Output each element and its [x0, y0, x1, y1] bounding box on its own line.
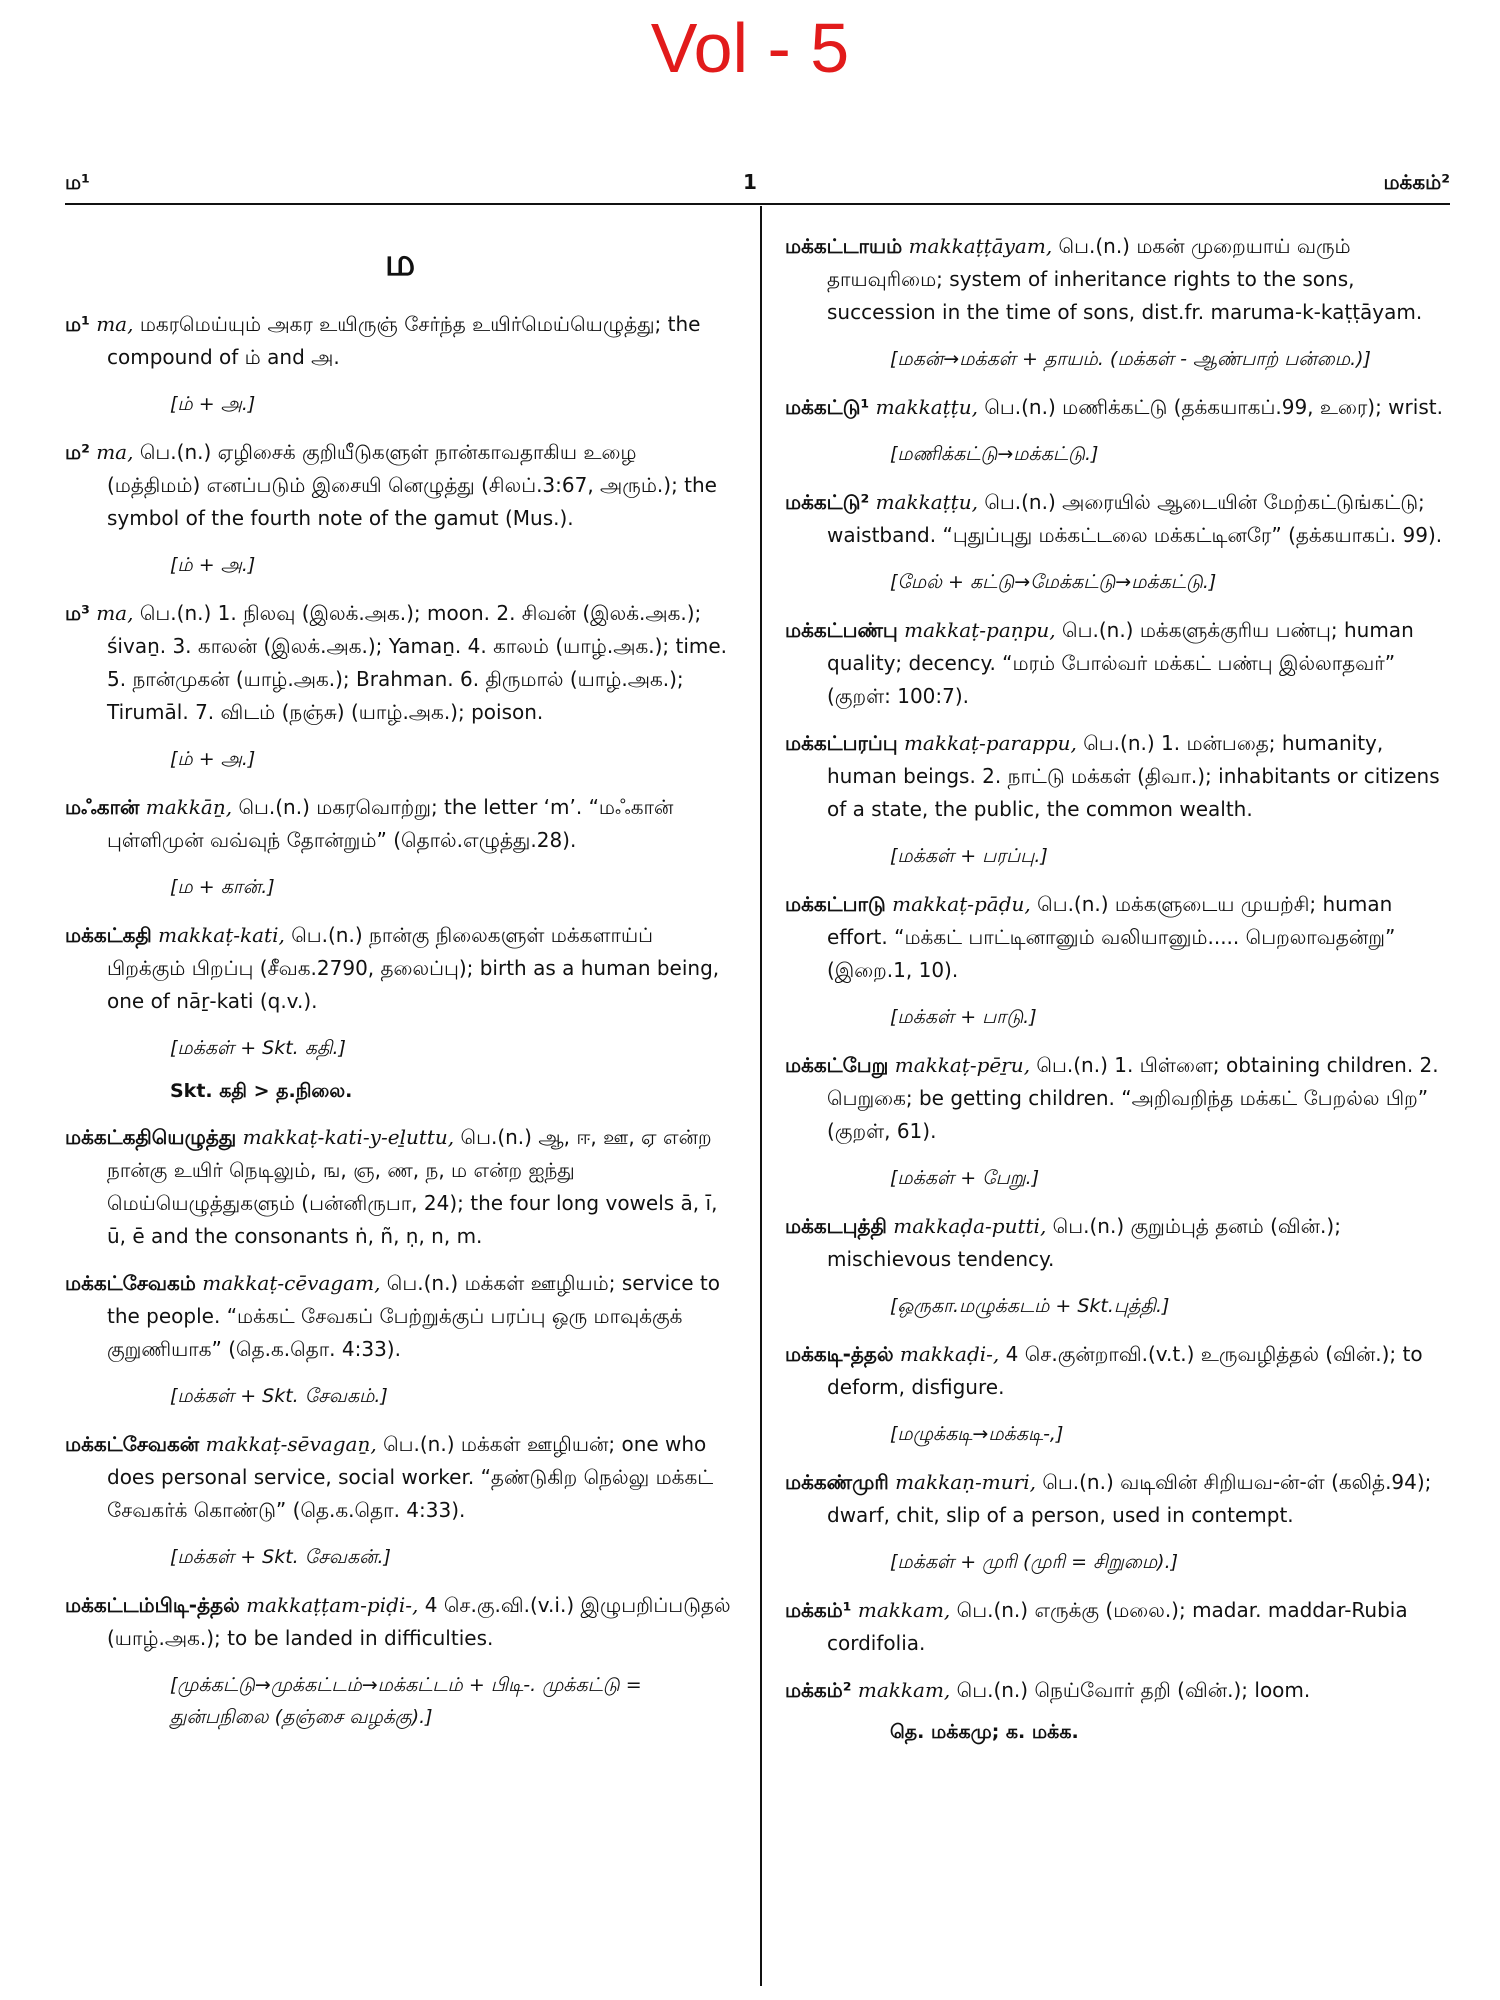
dictionary-entry	[785, 230, 1450, 329]
entry-etymology: [முக்கட்டு→முக்கட்டம்→மக்கட்டம் + பிடி-. முக்கட்டு = துன்பநிலை (தஞ்சை வழக்கு).]	[170, 1674, 642, 1728]
entry-headword: மக்கட்பேறு	[785, 1053, 889, 1077]
entry-definition: பெ.(n.) நான்கு நிலைகளுள் மக்களாய்ப் பிறக்கும் பிறப்பு (சீவக.2790, தலைப்பு); birth as a human being, one of nāṟ-kati (q.v.).	[107, 923, 720, 1013]
entry-definition: பெ.(n.) ஏழிசைக் குறியீடுகளுள் நான்காவதாகிய உழை (மத்திமம்) எனப்படும் இசையி னெழுத்து (சிலப்.3:67, அரும்.); the symbol of the fourth note of the gamut (Mus.).	[107, 440, 717, 530]
dictionary-entry	[785, 1594, 1450, 1660]
entry-headword: மக்கண்முரி	[785, 1470, 889, 1494]
entry-etymology: [மக்கள் + பாடு.]	[890, 1006, 1037, 1028]
entry-transliteration: makkaṭ-kati,	[158, 923, 285, 947]
entry-headword: மக்கட்டாயம்	[785, 234, 903, 258]
entry-etymology: [மக்கள் + முரி (முரி = சிறுமை).]	[890, 1551, 1179, 1573]
entry-transliteration: makkam,	[857, 1598, 951, 1622]
entry-transliteration: makkāṉ,	[145, 795, 233, 819]
entry-definition: பெ.(n.) மக்களுக்குரிய பண்பு; human quality; decency. “மரம் போல்வர் மக்கட் பண்பு இல்லாதவர்” (குறள்: 100:7).	[827, 618, 1414, 708]
dictionary-entry	[65, 308, 735, 374]
entry-headword: ம¹	[65, 312, 90, 336]
dictionary-entry	[65, 597, 735, 729]
entry-note: Skt. கதி > த.நிலை.	[170, 1080, 353, 1102]
entry-transliteration: makkaṭṭu,	[875, 490, 978, 514]
entry-etymology: [மழுக்கடி→மக்கடி-,]	[890, 1423, 1064, 1445]
header-right-word: மக்கம்²	[1383, 170, 1450, 194]
entry-headword: மஃகான்	[65, 795, 140, 819]
entry-etymology: [ம் + அ.]	[170, 748, 256, 770]
entry-definition: 4 செ.குன்றாவி.(v.t.) உருவழித்தல் (வின்.); to deform, disfigure.	[827, 1342, 1423, 1399]
entry-definition: பெ.(n.) 1. மன்பதை; humanity, human beings. 2. நாட்டு மக்கள் (திவா.); inhabitants or citizens of a state, the public, the common wealth.	[827, 731, 1440, 821]
entry-definition: பெ.(n.) எருக்கு (மலை.); madar. maddar-Rubia cordifolia.	[827, 1598, 1408, 1655]
entry-note: தெ. மக்கமு; க. மக்க.	[890, 1721, 1079, 1743]
entry-headword: மக்கட்டம்பிடி-த்தல்	[65, 1593, 240, 1617]
entry-transliteration: makkaṭ-kati-y-eḻuttu,	[242, 1125, 455, 1149]
entry-headword: மக்கட்பரப்பு	[785, 731, 898, 755]
dictionary-entry	[785, 1466, 1450, 1532]
entry-transliteration: ma,	[96, 440, 134, 464]
entry-transliteration: makkaṇ-muri,	[895, 1470, 1036, 1494]
entry-transliteration: makkaḍi-,	[899, 1342, 1000, 1366]
dictionary-entry	[785, 727, 1450, 826]
entry-headword: மக்கட்சேவகம்	[65, 1271, 196, 1295]
entry-transliteration: makkaṭṭam-piḍi-,	[246, 1593, 419, 1617]
dictionary-entry	[785, 1674, 1450, 1707]
entry-transliteration: makkaṭ-sēvagaṉ,	[205, 1432, 377, 1456]
entry-definition: பெ.(n.) மக்களுடைய முயற்சி; human effort. “மக்கட் பாட்டினானும் வலியானும்..... பெறலாவதன்று” (இறை.1, 10).	[827, 892, 1396, 982]
entry-etymology: [ம + கான்.]	[170, 876, 275, 898]
dictionary-entry	[65, 436, 735, 535]
entry-definition: பெ.(n.) மக்கள் ஊழியம்; service to the people. “மக்கட் சேவகப் பேற்றுக்குப் பரப்பு ஒரு மாவுக்குக் குறுணியாக” (தெ.க.தொ. 4:33).	[107, 1271, 720, 1361]
letter-heading: ம	[384, 240, 416, 284]
column-divider	[760, 206, 762, 1986]
entry-headword: மக்கட்கதி	[65, 923, 152, 947]
right-column	[785, 230, 1450, 1762]
entry-transliteration: makkaṭṭāyam,	[908, 234, 1053, 258]
entry-definition: பெ.(n.) ஆ, ஈ, ஊ, ஏ என்ற நான்கு உயிர் நெடிலும், ங, ஞ, ண, ந, ம என்ற ஐந்து மெய்யெழுத்துகளும் (பன்னிருபா, 24); the four long vowels ā, ī, ū, ē and the consonants ṅ, ñ, ṇ, n, m.	[107, 1125, 718, 1248]
entry-definition: 4 செ.கு.வி.(v.i.) இழுபறிப்படுதல் (யாழ்.அக.); to be landed in difficulties.	[107, 1593, 731, 1650]
entry-etymology: [மக்கள் + Skt. சேவகம்.]	[170, 1385, 388, 1407]
dictionary-entry	[65, 1589, 735, 1655]
page-number: 1	[743, 170, 757, 194]
entry-transliteration: makkaṭ-paṇpu,	[904, 618, 1056, 642]
entry-headword: மக்கட்டு²	[785, 490, 870, 514]
dictionary-entry	[65, 791, 735, 857]
entry-etymology: [மக்கள் + பேறு.]	[890, 1167, 1040, 1189]
entry-definition: பெ.(n.) நெய்வோர் தறி (வின்.); loom.	[956, 1678, 1311, 1702]
entry-etymology: [ஒருகா.மழுக்கடம் + Skt.புத்தி.]	[890, 1295, 1170, 1317]
entry-headword: மக்கட்டு¹	[785, 395, 870, 419]
entry-headword: மக்கடி-த்தல்	[785, 1342, 894, 1366]
entry-definition: பெ.(n.) மணிக்கட்டு (தக்கயாகப்.99, உரை); wrist.	[984, 395, 1443, 419]
dictionary-entry	[65, 1267, 735, 1366]
entry-etymology: [மகன்→மக்கள் + தாயம். (மக்கள் - ஆண்பாற் பன்மை.)]	[890, 348, 1371, 370]
left-column	[65, 230, 735, 1749]
entry-headword: ம²	[65, 440, 90, 464]
entry-definition: பெ.(n.) 1. நிலவு (இலக்.அக.); moon. 2. சிவன் (இலக்.அக.); śivaṉ. 3. காலன் (இலக்.அக.); Yamaṉ. 4. காலம் (யாழ்.அக.); time. 5. நான்முகன் (யாழ்.அக.); Brahman. 6. திருமால் (யாழ்.அக.); Tirumāl. 7. விடம் (நஞ்சு) (யாழ்.அக.); poison.	[107, 601, 728, 724]
dictionary-entry	[785, 888, 1450, 987]
entry-definition: பெ.(n.) மகன் முறையாய் வரும் தாயவுரிமை; system of inheritance rights to the sons, succession in the time of sons, dist.fr. maruma-k-kaṭṭāyam.	[827, 234, 1423, 324]
dictionary-entry	[785, 614, 1450, 713]
dictionary-entry	[65, 919, 735, 1018]
entry-headword: மக்கட்பண்பு	[785, 618, 898, 642]
entry-transliteration: makkaṭ-parappu,	[903, 731, 1077, 755]
header-left-word: ம¹	[65, 170, 90, 194]
entry-definition: பெ.(n.) வடிவின் சிறியவ-ன்-ள் (கலித்.94); dwarf, chit, slip of a person, used in contempt.	[827, 1470, 1432, 1527]
dictionary-entry	[65, 1428, 735, 1527]
entry-definition: பெ.(n.) மக்கள் ஊழியன்; one who does personal service, social worker. “தண்டுகிற நெல்லு மக்கட் சேவகர்க் கொண்டு” (தெ.க.தொ. 4:33).	[107, 1432, 714, 1522]
entry-headword: மக்கடபுத்தி	[785, 1214, 887, 1238]
entry-etymology: [மணிக்கட்டு→மக்கட்டு.]	[890, 443, 1099, 465]
entry-transliteration: makkam,	[857, 1678, 951, 1702]
dictionary-entry	[785, 486, 1450, 552]
entry-transliteration: makkaṭ-cēvagam,	[202, 1271, 381, 1295]
dictionary-entry	[785, 1338, 1450, 1404]
dictionary-entry	[785, 1049, 1450, 1148]
entry-transliteration: makkaṭ-pēṟu,	[894, 1053, 1031, 1077]
entry-headword: மக்கட்பாடு	[785, 892, 886, 916]
entry-headword: ம³	[65, 601, 90, 625]
entry-headword: மக்கட்சேவகன்	[65, 1432, 200, 1456]
entry-headword: மக்கம்²	[785, 1678, 852, 1702]
entry-etymology: [மக்கள் + Skt. கதி.]	[170, 1037, 346, 1059]
dictionary-entry	[65, 1121, 735, 1253]
entry-definition: பெ.(n.) குறும்புத் தனம் (வின்.); mischievous tendency.	[827, 1214, 1341, 1271]
entry-etymology: [ம் + அ.]	[170, 554, 256, 576]
header-rule	[65, 203, 1450, 205]
entry-transliteration: ma,	[96, 312, 134, 336]
entry-etymology: [ம் + அ.]	[170, 393, 256, 415]
dictionary-entry	[785, 1210, 1450, 1276]
entry-transliteration: makkaṭ-pāḍu,	[892, 892, 1031, 916]
dictionary-entry	[785, 391, 1450, 424]
entry-definition: பெ.(n.) 1. பிள்ளை; obtaining children. 2. பெறுகை; be getting children. “அறிவறிந்த மக்கட் பேறல்ல பிற” (குறள், 61).	[827, 1053, 1439, 1143]
entry-headword: மக்கம்¹	[785, 1598, 852, 1622]
entry-transliteration: makkaṭṭu,	[875, 395, 978, 419]
entry-headword: மக்கட்கதியெழுத்து	[65, 1125, 237, 1149]
entry-transliteration: makkaḍa-putti,	[893, 1214, 1047, 1238]
entry-transliteration: ma,	[96, 601, 134, 625]
volume-label: Vol - 5	[650, 9, 850, 87]
entry-definition: பெ.(n.) அரையில் ஆடையின் மேற்கட்டுங்கட்டு; waistband. “புதுப்புது மக்கட்டலை மக்கட்டினரே” (தக்கயாகப். 99).	[827, 490, 1443, 547]
entry-definition: பெ.(n.) மகரவொற்று; the letter ‘m’. “மஃகான் புள்ளிமுன் வவ்வுந் தோன்றும்” (தொல்.எழுத்து.28).	[107, 795, 674, 852]
entry-etymology: [மக்கள் + Skt. சேவகன்.]	[170, 1546, 391, 1568]
entry-etymology: [மேல் + கட்டு→மேக்கட்டு→மக்கட்டு.]	[890, 571, 1217, 593]
entry-definition: மகரமெய்யும் அகர உயிருஞ் சேர்ந்த உயிர்மெய்யெழுத்து; the compound of ம் and அ.	[107, 312, 701, 369]
entry-etymology: [மக்கள் + பரப்பு.]	[890, 845, 1048, 867]
